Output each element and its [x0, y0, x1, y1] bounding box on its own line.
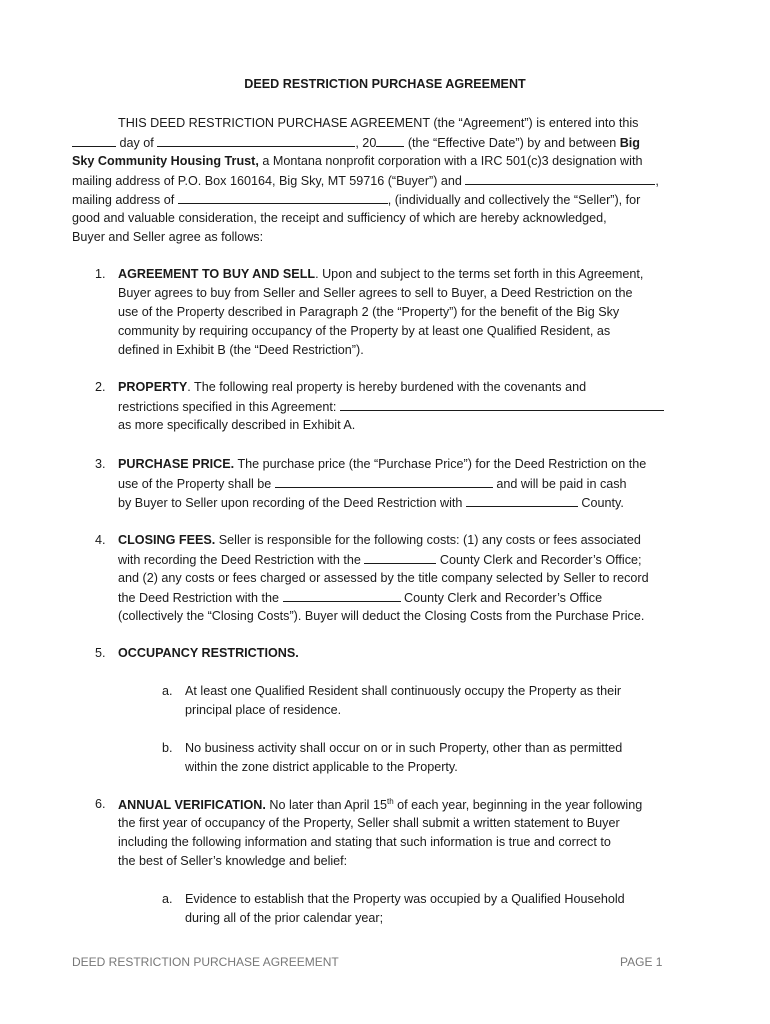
- footer-document-title: DEED RESTRICTION PURCHASE AGREEMENT: [72, 955, 339, 969]
- section-heading: AGREEMENT TO BUY AND SELL: [118, 267, 316, 281]
- subitem-a-line-1: At least one Qualified Resident shall continuously occupy the Property as their: [185, 684, 622, 698]
- section-4-line-4: [118, 590, 602, 605]
- intro-line-5: [72, 192, 640, 207]
- buyer-name: Sky Community Housing Trust,: [72, 154, 259, 168]
- section-heading: ANNUAL VERIFICATION.: [118, 798, 266, 813]
- section-text: the Deed Restriction with the: [118, 591, 280, 605]
- subitem-a-line-2: during all of the prior calendar year;: [185, 911, 384, 925]
- section-text: The purchase price (the “Purchase Price”) for the Deed Restriction on the: [234, 457, 647, 471]
- section-3-line-3: [118, 495, 624, 510]
- year-blank[interactable]: [376, 135, 404, 147]
- subitem-label: b.: [162, 741, 173, 755]
- county-clerk-blank-2[interactable]: [283, 590, 401, 602]
- section-2-line-2: [118, 399, 664, 414]
- intro-line-4: [72, 173, 659, 188]
- intro-line-7: Buyer and Seller agree as follows:: [72, 230, 264, 244]
- section-text: . The following real property is hereby burdened with the covenants and: [187, 380, 587, 394]
- section-heading: PURCHASE PRICE.: [118, 457, 235, 471]
- section-3-line-2: [118, 476, 627, 491]
- seller-address-label: mailing address of: [72, 193, 175, 207]
- intro-line-2: [72, 135, 640, 150]
- section-text: . Upon and subject to the terms set forth in this Agreement,: [315, 267, 644, 281]
- section-6-line-1: [118, 797, 642, 812]
- section-5-heading-line: [118, 646, 299, 660]
- subitem-label: a.: [162, 684, 173, 698]
- section-number: 5.: [95, 646, 106, 660]
- property-blank[interactable]: [340, 399, 664, 411]
- section-text: restrictions specified in this Agreement:: [118, 400, 337, 414]
- seller-definition: , (individually and collectively the “Seller”), for: [387, 193, 641, 207]
- section-text: Seller is responsible for the following costs: (1) any costs or fees associated: [215, 533, 641, 547]
- buyer-address: mailing address of P.O. Box 160164, Big Sky, MT 59716 (“Buyer”) and: [72, 174, 462, 188]
- section-number: 4.: [95, 533, 106, 547]
- section-1-line-1: [118, 267, 643, 281]
- section-text: use of the Property shall be: [118, 477, 272, 491]
- effective-date-text: (the “Effective Date”) by and between: [407, 136, 617, 150]
- subitem-b-line-1: No business activity shall occur on or in such Property, other than as permitted: [185, 741, 623, 755]
- section-1-line-4: community by requiring occupancy of the Property by at least one Qualified Resident, as: [118, 324, 611, 338]
- intro-line-1: THIS DEED RESTRICTION PURCHASE AGREEMENT (the “Agreement”) is entered into this: [118, 116, 639, 130]
- section-6-line-2: the first year of occupancy of the Property, Seller shall submit a written statement to Buyer: [118, 816, 620, 830]
- section-text: County Clerk and Recorder’s Office;: [439, 553, 642, 567]
- day-of-text: day of: [119, 136, 154, 150]
- section-1-line-2: Buyer agrees to buy from Seller and Seller agrees to sell to Buyer, a Deed Restriction on the: [118, 286, 633, 300]
- section-6-line-4: the best of Seller’s knowledge and belief:: [118, 854, 348, 868]
- section-heading: CLOSING FEES.: [118, 533, 216, 547]
- section-text: County.: [581, 496, 624, 510]
- subitem-b-line-2: within the zone district applicable to the Property.: [185, 760, 458, 774]
- intro-line-6: good and valuable consideration, the receipt and sufficiency of which are hereby acknowledged,: [72, 211, 607, 225]
- section-heading: PROPERTY: [118, 380, 188, 394]
- section-number: 1.: [95, 267, 106, 281]
- section-4-line-1: [118, 533, 641, 547]
- section-4-line-3: and (2) any costs or fees charged or assessed by the title company selected by Seller to record: [118, 571, 649, 585]
- section-3-line-1: [118, 457, 646, 471]
- section-text: and will be paid in cash: [496, 477, 627, 491]
- section-1-line-3: use of the Property described in Paragraph 2 (the “Property”) for the benefit of the Big Sky: [118, 305, 620, 319]
- county-clerk-blank-1[interactable]: [364, 552, 436, 564]
- month-blank[interactable]: [157, 135, 355, 147]
- buyer-name-start: Big: [619, 136, 640, 150]
- subitem-a-line-1: Evidence to establish that the Property was occupied by a Qualified Household: [185, 892, 625, 906]
- section-text: No later than April 15: [265, 798, 387, 813]
- section-text: by Buyer to Seller upon recording of the Deed Restriction with: [118, 496, 463, 510]
- section-number: 3.: [95, 457, 106, 471]
- section-2-line-1: [118, 380, 586, 394]
- section-text: County Clerk and Recorder’s Office: [404, 591, 603, 605]
- footer-page-number: PAGE 1: [620, 955, 663, 969]
- section-heading: OCCUPANCY RESTRICTIONS.: [118, 646, 299, 660]
- year-prefix-text: , 20: [355, 136, 377, 150]
- comma-text: ,: [655, 174, 659, 188]
- section-1-line-5: defined in Exhibit B (the “Deed Restriction”).: [118, 343, 364, 357]
- day-blank[interactable]: [72, 135, 116, 147]
- section-number: 2.: [95, 380, 106, 394]
- seller-address-blank[interactable]: [178, 192, 388, 204]
- purchase-price-blank[interactable]: [275, 476, 493, 488]
- page-title: DEED RESTRICTION PURCHASE AGREEMENT: [244, 77, 526, 91]
- section-number: 6.: [95, 797, 106, 811]
- seller-name-blank[interactable]: [465, 173, 655, 185]
- ordinal-suffix: th: [386, 797, 394, 806]
- subitem-label: a.: [162, 892, 173, 906]
- section-4-line-5: (collectively the “Closing Costs”). Buyer will deduct the Closing Costs from the Purchase Price.: [118, 609, 645, 623]
- section-text: with recording the Deed Restriction with the: [118, 553, 361, 567]
- section-6-line-3: including the following information and stating that such information is true and correct to: [118, 835, 611, 849]
- buyer-description: a Montana nonprofit corporation with a IRC 501(c)3 designation with: [262, 154, 643, 168]
- intro-line-3: [72, 154, 642, 168]
- subitem-a-line-2: principal place of residence.: [185, 703, 342, 717]
- county-blank[interactable]: [466, 495, 578, 507]
- section-text: of each year, beginning in the year following: [393, 798, 643, 813]
- section-2-line-3: as more specifically described in Exhibit A.: [118, 418, 356, 432]
- section-4-line-2: [118, 552, 642, 567]
